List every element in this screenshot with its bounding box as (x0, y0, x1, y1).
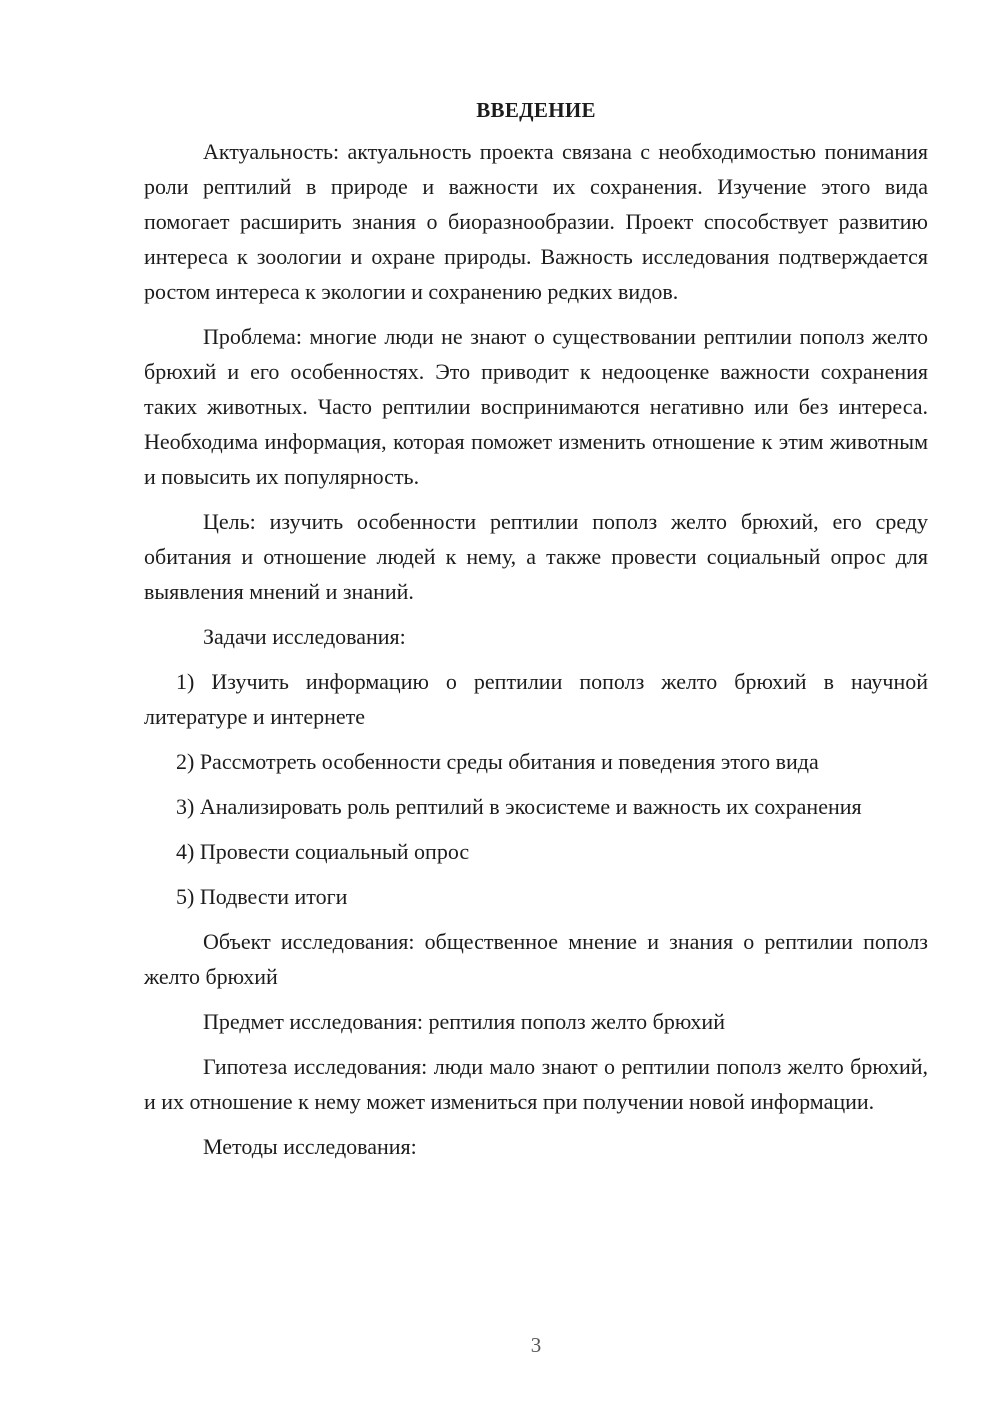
document-page (144, 90, 928, 1174)
tasks-title: Задачи исследования: (203, 624, 406, 649)
section-heading: ВВЕДЕНИЕ (476, 98, 596, 122)
goal-paragraph: Цель: изучить особенности рептилии пополз желто брюхий, его среду обитания и отношение людей к нему, а также провести социальный опрос для выявления мнений и знаний. (144, 509, 928, 604)
task-item-5: 5) Подвести итоги (176, 884, 348, 909)
task-item-1: 1) Изучить информацию о рептилии пополз желто брюхий в научной литературе и интернете (144, 669, 928, 729)
relevance-paragraph: Актуальность: актуальность проекта связана с необходимостью понимания роли рептилий в природе и важности их сохранения. Изучение этого вида помогает расширить знания о биоразнообразии. Проект способствует развитию интереса к зоологии и охране природы. Важность исследования подтверждается ростом интереса к экологии и сохранению редких видов. (144, 139, 928, 304)
task-item-3: 3) Анализировать роль рептилий в экосистеме и важность их сохранения (176, 794, 862, 819)
hypothesis-paragraph: Гипотеза исследования: люди мало знают о рептилии пополз желто брюхий, и их отношение к нему может измениться при получении новой информации. (144, 1054, 928, 1114)
subject-paragraph: Предмет исследования: рептилия пополз желто брюхий (203, 1009, 725, 1034)
task-item-4: 4) Провести социальный опрос (176, 839, 470, 864)
methods-title: Методы исследования: (203, 1134, 417, 1159)
object-paragraph: Объект исследования: общественное мнение и знания о рептилии пополз желто брюхий (144, 929, 928, 989)
problem-paragraph: Проблема: многие люди не знают о существовании рептилии пополз желто брюхий и его особенностях. Это приводит к недооценке важности сохранения таких животных. Часто рептилии воспринимаются негативно или без интереса. Необходима информация, которая поможет изменить отношение к этим животным и повысить их популярность. (144, 324, 928, 489)
task-item-2: 2) Рассмотреть особенности среды обитания и поведения этого вида (176, 749, 819, 774)
page-number: 3 (530, 1333, 542, 1357)
